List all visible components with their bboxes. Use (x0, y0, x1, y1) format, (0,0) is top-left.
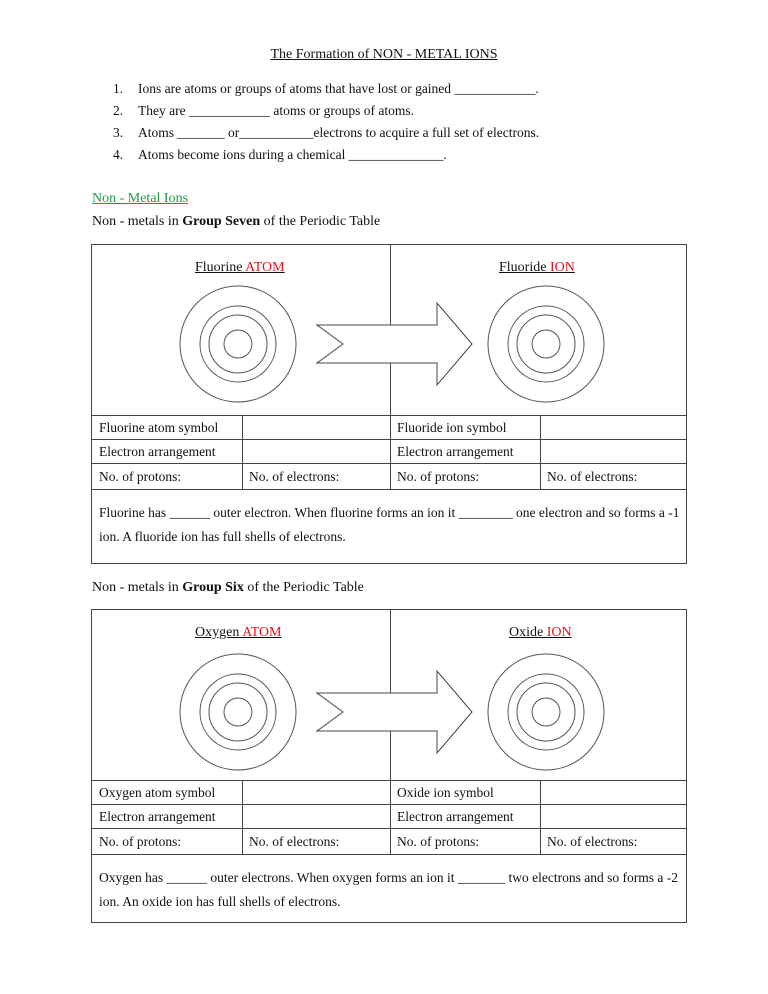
fluorine-diagram (92, 245, 686, 416)
ion-electrons-label: No. of electrons: (547, 834, 638, 849)
question-number: 3. (113, 125, 124, 140)
atom-word: ATOM (242, 625, 282, 640)
atom-shells (180, 654, 296, 770)
shell-circle (209, 683, 267, 741)
symbol-row (92, 781, 686, 805)
shell-circle (224, 698, 252, 726)
question-number: 2. (113, 103, 124, 118)
group-suffix: of the Periodic Table (243, 580, 364, 595)
question-text: Atoms become ions during a chemical ______________. (138, 147, 447, 162)
ion-arrangement-label: Electron arrangement (397, 444, 514, 459)
shell-circle (532, 330, 560, 358)
ion-name: Fluoride (499, 260, 550, 275)
question-number: 1. (113, 81, 124, 96)
symbol-row (92, 416, 686, 440)
question-item (113, 78, 539, 100)
ion-word: ION (549, 260, 575, 275)
ion-electrons-label: No. of electrons: (547, 469, 638, 484)
question-text: Atoms _______ or___________electrons to acquire a full set of electrons. (138, 125, 540, 140)
atom-arrangement-label: Electron arrangement (99, 444, 216, 459)
atom-shells (180, 286, 296, 402)
atom-name: Fluorine (195, 260, 246, 275)
atom-electrons-label: No. of electrons: (249, 469, 340, 484)
group-prefix: Non - metals in (92, 214, 183, 229)
group-suffix: of the Periodic Table (260, 214, 381, 229)
page-title: The Formation of NON - METAL IONS (270, 47, 498, 62)
oxygen-panel (91, 609, 687, 923)
atom-word: ATOM (245, 260, 285, 275)
shell-circle (517, 315, 575, 373)
arrow-right-icon (317, 671, 472, 753)
shell-circle (209, 315, 267, 373)
atom-protons-label: No. of protons: (99, 834, 182, 849)
shell-circle (488, 654, 604, 770)
question-list (113, 78, 539, 166)
shell-circle (200, 674, 276, 750)
question-item (113, 100, 539, 122)
group-seven-heading (92, 214, 380, 230)
ion-symbol-label: Fluoride ion symbol (397, 420, 507, 435)
fluorine-shell-diagram (92, 245, 686, 415)
oxygen-shell-diagram (92, 610, 686, 780)
atom-electrons-label: No. of electrons: (249, 834, 340, 849)
oxygen-diagram (92, 610, 686, 781)
shell-circle (180, 654, 296, 770)
ion-shells (488, 654, 604, 770)
ion-name: Oxide (509, 625, 547, 640)
counts-row (92, 464, 686, 490)
atom-symbol-label: Fluorine atom symbol (99, 420, 219, 435)
ion-symbol-label: Oxide ion symbol (397, 785, 494, 800)
shell-circle (224, 330, 252, 358)
arrow-right-icon (317, 303, 472, 385)
atom-protons-label: No. of protons: (99, 469, 182, 484)
atom-name: Oxygen (195, 625, 243, 640)
group-prefix: Non - metals in (92, 580, 183, 595)
atom-arrangement-label: Electron arrangement (99, 809, 216, 824)
question-number: 4. (113, 147, 124, 162)
question-item (113, 144, 539, 166)
shell-circle (517, 683, 575, 741)
counts-row (92, 829, 686, 855)
shell-circle (508, 306, 584, 382)
atom-symbol-label: Oxygen atom symbol (99, 785, 216, 800)
arrangement-row (92, 805, 686, 829)
shell-circle (532, 698, 560, 726)
shell-circle (200, 306, 276, 382)
question-item (113, 122, 540, 144)
group-name: Group Six (182, 580, 244, 595)
group-six-heading (92, 580, 364, 596)
ion-protons-label: No. of protons: (397, 469, 480, 484)
ion-shells (488, 286, 604, 402)
question-text: Ions are atoms or groups of atoms that have lost or gained ____________. (138, 81, 539, 96)
fluorine-note: Fluorine has ______ outer electron. When fluorine forms an ion it ________ one electron and so forms a -1 ion. A fluoride ion has full shells of electrons. (99, 505, 680, 544)
shell-circle (488, 286, 604, 402)
ion-protons-label: No. of protons: (397, 834, 480, 849)
oxygen-note: Oxygen has ______ outer electrons. When oxygen forms an ion it _______ two electrons and so forms a -2 ion. An oxide ion has full shells of electrons. (99, 870, 679, 909)
shell-circle (508, 674, 584, 750)
section-heading: Non - Metal Ions (92, 191, 189, 206)
ion-arrangement-label: Electron arrangement (397, 809, 514, 824)
shell-circle (180, 286, 296, 402)
group-name: Group Seven (182, 214, 261, 229)
question-text: They are ____________ atoms or groups of atoms. (138, 103, 414, 118)
ion-word: ION (546, 625, 572, 640)
fluorine-panel (91, 244, 687, 564)
arrangement-row (92, 440, 686, 464)
